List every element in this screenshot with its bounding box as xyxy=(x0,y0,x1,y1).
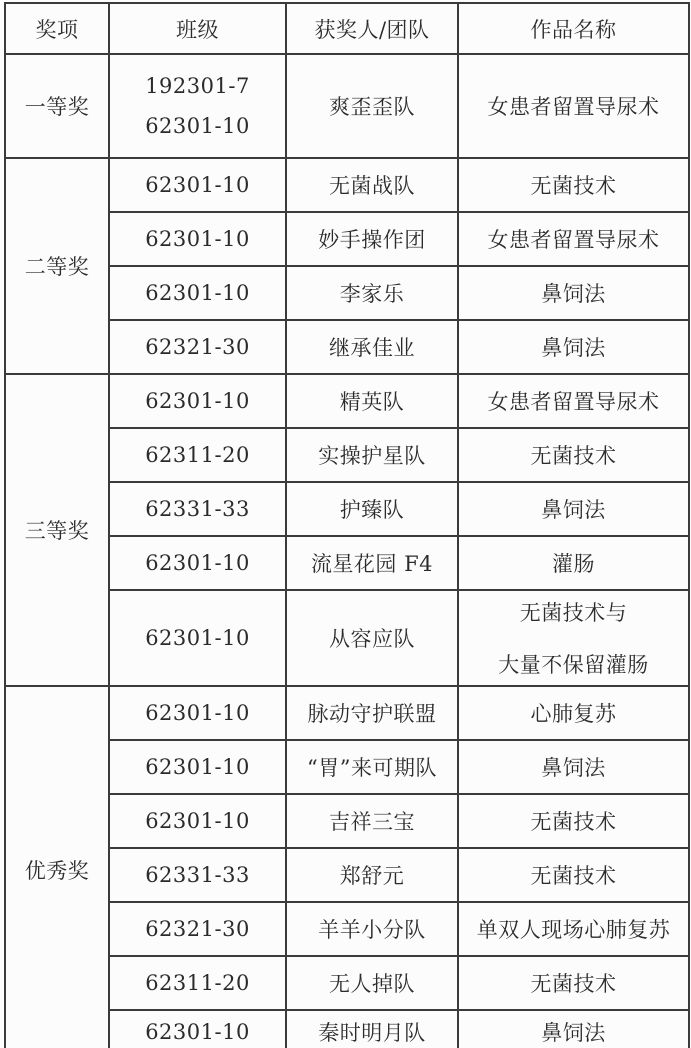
work-cell: 女患者留置导尿术 xyxy=(458,54,689,158)
table-row xyxy=(5,158,689,212)
class-cell: 62311-20 xyxy=(109,956,286,1010)
work-cell: 鼻饲法 xyxy=(458,740,689,794)
header-winner: 获奖人/团队 xyxy=(286,3,458,54)
class-cell: 62321-30 xyxy=(109,902,286,956)
work-cell xyxy=(458,590,689,686)
work-cell: 无菌技术 xyxy=(458,428,689,482)
award-cell: 优秀奖 xyxy=(5,686,109,1048)
work-cell: 女患者留置导尿术 xyxy=(458,212,689,266)
work-cell: 鼻饲法 xyxy=(458,320,689,374)
winner-cell: “胃”来可期队 xyxy=(286,740,458,794)
winner-cell: 无菌战队 xyxy=(286,158,458,212)
award-cell: 三等奖 xyxy=(5,374,109,686)
work-cell: 鼻饲法 xyxy=(458,266,689,320)
class-cell: 62301-10 xyxy=(109,1010,286,1048)
class-cell: 62301-10 xyxy=(109,590,286,686)
award-cell: 一等奖 xyxy=(5,54,109,158)
class-line: 62301-10 xyxy=(145,114,250,138)
winner-cell: 从容应队 xyxy=(286,590,458,686)
class-cell: 62321-30 xyxy=(109,320,286,374)
work-cell: 鼻饲法 xyxy=(458,482,689,536)
class-cell: 62331-33 xyxy=(109,482,286,536)
work-cell: 无菌技术 xyxy=(458,794,689,848)
header-row xyxy=(5,3,689,54)
winner-cell: 郑舒元 xyxy=(286,848,458,902)
work-cell: 无菌技术 xyxy=(458,158,689,212)
winner-cell: 爽歪歪队 xyxy=(286,54,458,158)
winner-cell: 脉动守护联盟 xyxy=(286,686,458,740)
winner-cell: 无人掉队 xyxy=(286,956,458,1010)
award-cell: 二等奖 xyxy=(5,158,109,374)
work-cell: 心肺复苏 xyxy=(458,686,689,740)
work-cell: 女患者留置导尿术 xyxy=(458,374,689,428)
table-row xyxy=(5,54,689,158)
header-work: 作品名称 xyxy=(458,3,689,54)
class-cell: 62331-33 xyxy=(109,848,286,902)
work-cell: 单双人现场心肺复苏 xyxy=(458,902,689,956)
work-cell: 鼻饲法 xyxy=(458,1010,689,1048)
class-cell: 62301-10 xyxy=(109,374,286,428)
work-line: 大量不保留灌肠 xyxy=(498,653,649,677)
winner-cell: 妙手操作团 xyxy=(286,212,458,266)
winner-cell: 流星花园 F4 xyxy=(286,536,458,590)
work-line: 无菌技术与 xyxy=(519,601,628,625)
class-cell: 62301-10 xyxy=(109,158,286,212)
winner-cell: 羊羊小分队 xyxy=(286,902,458,956)
winner-cell: 吉祥三宝 xyxy=(286,794,458,848)
work-cell: 无菌技术 xyxy=(458,956,689,1010)
class-cell: 62311-20 xyxy=(109,428,286,482)
winner-cell: 精英队 xyxy=(286,374,458,428)
winner-cell: 秦时明月队 xyxy=(286,1010,458,1048)
class-cell: 62301-10 xyxy=(109,212,286,266)
winner-cell: 李家乐 xyxy=(286,266,458,320)
awards-table xyxy=(4,2,690,1048)
winner-cell: 继承佳业 xyxy=(286,320,458,374)
work-cell: 无菌技术 xyxy=(458,848,689,902)
class-cell: 62301-10 xyxy=(109,536,286,590)
class-cell: 62301-10 xyxy=(109,740,286,794)
header-award: 奖项 xyxy=(5,3,109,54)
work-cell: 灌肠 xyxy=(458,536,689,590)
table-row xyxy=(5,374,689,428)
winner-cell: 实操护星队 xyxy=(286,428,458,482)
class-cell: 62301-10 xyxy=(109,794,286,848)
class-cell xyxy=(109,54,286,158)
header-class: 班级 xyxy=(109,3,286,54)
class-cell: 62301-10 xyxy=(109,266,286,320)
class-cell: 62301-10 xyxy=(109,686,286,740)
table-row xyxy=(5,686,689,740)
class-line: 192301-7 xyxy=(145,74,250,98)
winner-cell: 护臻队 xyxy=(286,482,458,536)
